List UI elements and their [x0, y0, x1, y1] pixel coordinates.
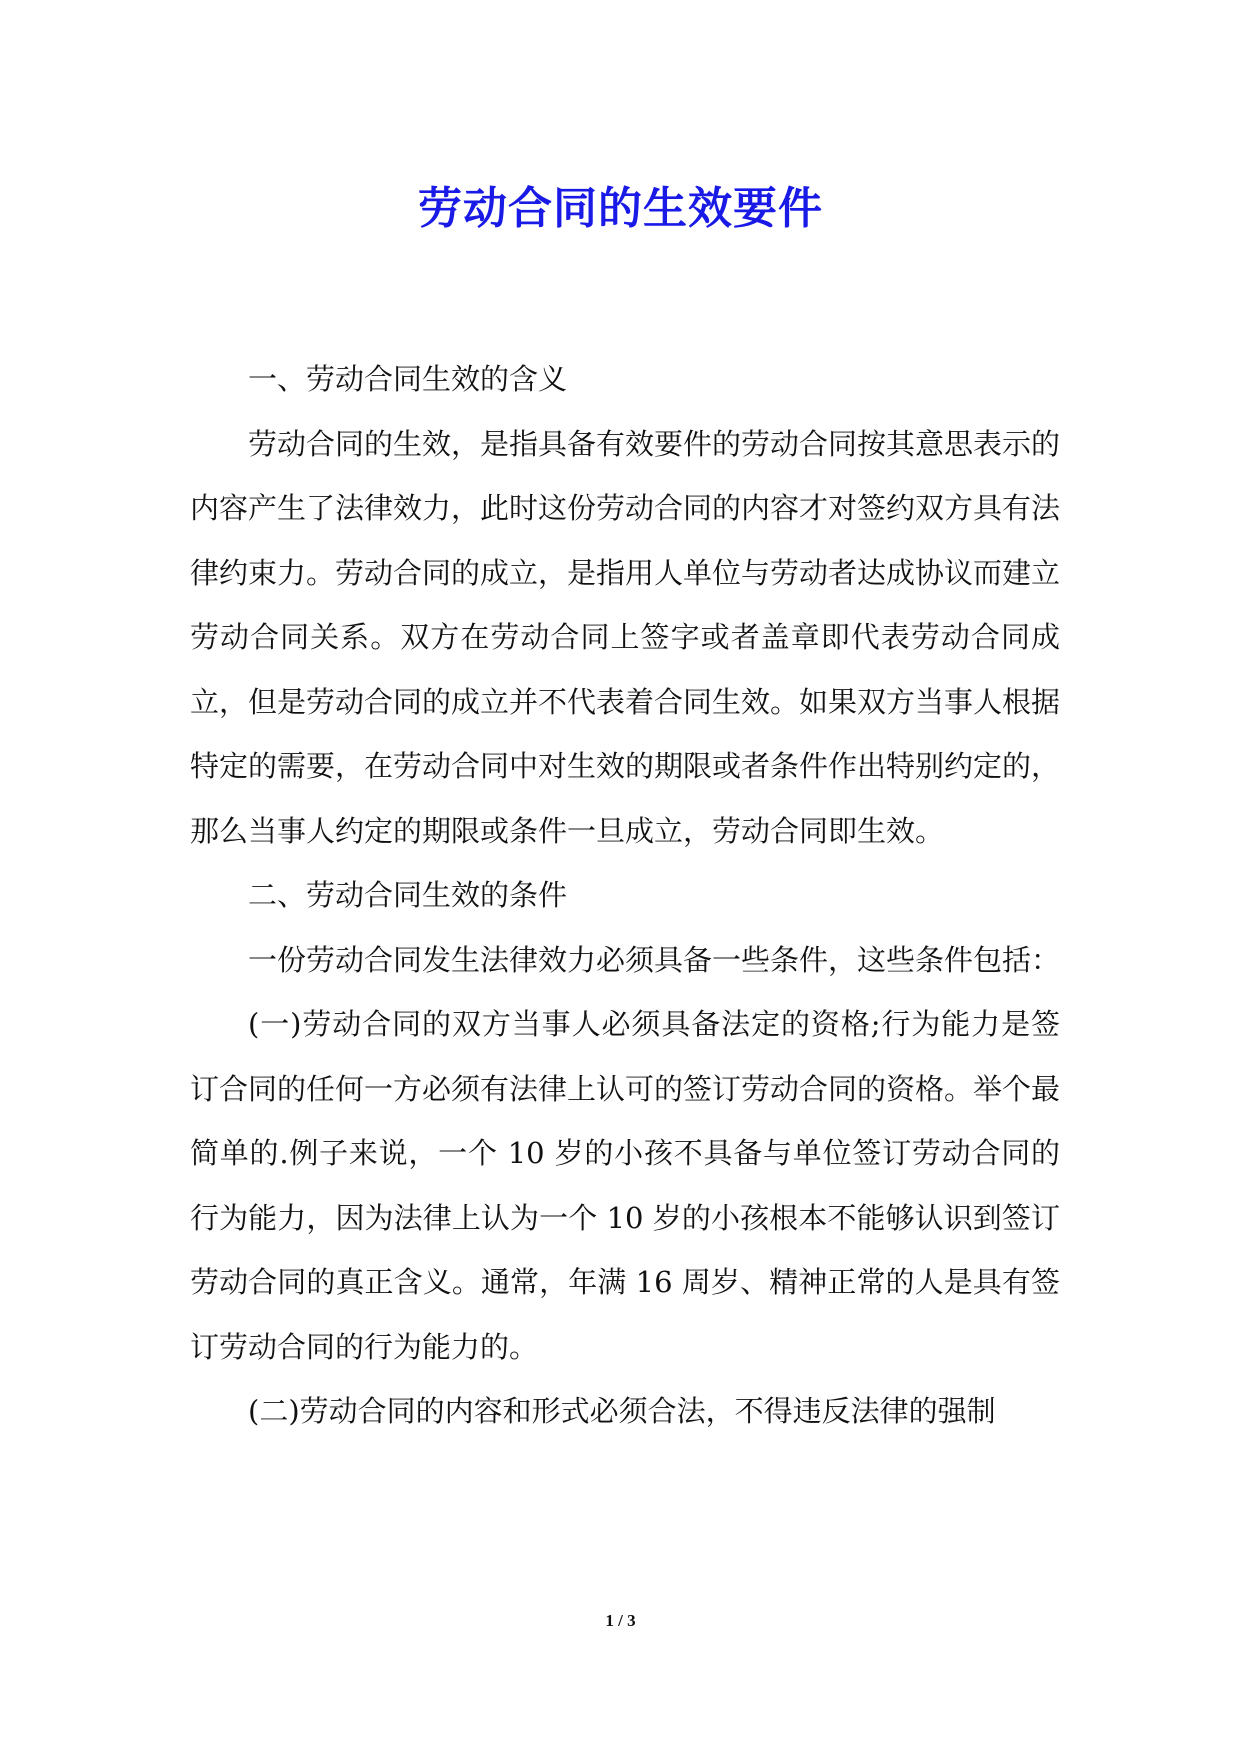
paragraph-condition-2: (二)劳动合同的内容和形式必须合法，不得违反法律的强制 [248, 1394, 996, 1428]
paragraph-condition-1: (一)劳动合同的双方当事人必须具备法定的资格;行为能力是签订合同的任何一方必须有法律上认可的签订劳动合同的资格。举个最简单的.例子来说，一个 10 岁的小孩不具备与单位签订劳动合同的行为能力，因为法律上认为一个 10 岁的小孩根本不能够认识到签订劳动合同的真正含义。通常，年满 16 周岁、精神正常的人是具有签订劳动合同的行为能力的。 [190, 1007, 1061, 1364]
page-number: 1 / 3 [605, 1611, 636, 1630]
section-heading-1: 一、劳动合同生效的含义 [248, 362, 568, 396]
document-body [190, 347, 1060, 1444]
document-title: 劳动合同的生效要件 [418, 183, 823, 235]
section-heading-2: 二、劳动合同生效的条件 [248, 878, 568, 912]
paragraph-definition: 劳动合同的生效，是指具备有效要件的劳动合同按其意思表示的内容产生了法律效力，此时这份劳动合同的内容才对签约双方具有法律约束力。劳动合同的成立，是指用人单位与劳动者达成协议而建立劳动合同关系。双方在劳动合同上签字或者盖章即代表劳动合同成立，但是劳动合同的成立并不代表着合同生效。如果双方当事人根据特定的需要，在劳动合同中对生效的期限或者条件作出特别约定的，那么当事人约定的期限或条件一旦成立，劳动合同即生效。 [190, 426, 1061, 848]
paragraph-conditions-intro: 一份劳动合同发生法律效力必须具备一些条件，这些条件包括： [248, 942, 1061, 977]
